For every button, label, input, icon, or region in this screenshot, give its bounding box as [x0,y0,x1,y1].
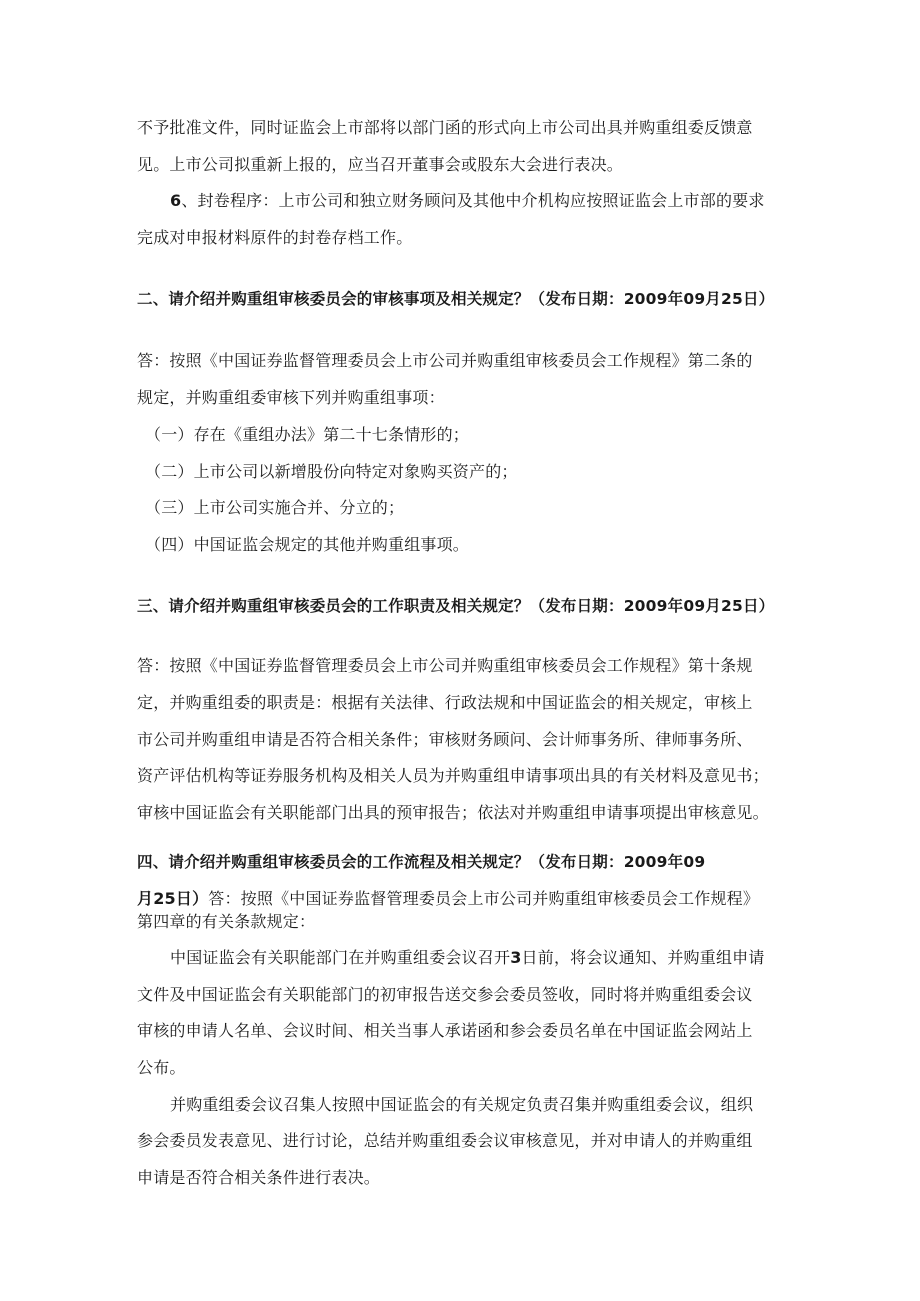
body-text-line [137,889,759,909]
body-text-line: 并购重组委会议召集人按照中国证监会的有关规定负责召集并购重组委会议，组织 [170,1095,754,1114]
list-item: （三）上市公司实施合并、分立的； [145,498,405,517]
body-text-line: 公布。 [137,1058,186,1077]
number-text: 3 [510,948,522,967]
body-text-line: 申请是否符合相关条件进行表决。 [137,1168,381,1187]
body-text-line: 规定，并购重组委审核下列并购重组事项： [137,388,445,407]
body-text-line: 答：按照《中国证券监督管理委员会上市公司并购重组审核委员会工作规程》第十条规 [137,656,753,675]
body-text: 日前，将会议通知、并购重组申请 [521,948,765,967]
body-text-line: 不予批准文件，同时证监会上市部将以部门函的形式向上市公司出具并购重组委反馈意 [137,118,753,137]
item-number: 6 [170,191,182,210]
body-text-line: 资产评估机构等证券服务机构及相关人员为并购重组申请事项出具的有关材料及意见书； [137,766,769,785]
body-text: 答：按照《中国证券监督管理委员会上市公司并购重组审核委员会工作规程》 [208,889,760,908]
body-text-line: 见。上市公司拟重新上报的，应当召开董事会或股东大会进行表决。 [137,155,624,174]
heading-date-end: 月25日） [137,889,209,908]
body-text-line: 审核的申请人名单、会议时间、相关当事人承诺函和参会委员名单在中国证监会网站上 [137,1021,753,1040]
body-text-line: 文件及中国证监会有关职能部门的初审报告送交参会委员签收，同时将并购重组委会议 [137,985,753,1004]
body-text-line: 市公司并购重组申请是否符合相关条件；审核财务顾问、会计师事务所、律师事务所、 [137,730,753,749]
list-item: （四）中国证监会规定的其他并购重组事项。 [145,535,470,554]
section-heading: 三、请介绍并购重组审核委员会的工作职责及相关规定？（发布日期：2009年09月25日） [137,597,775,615]
body-text-line [170,948,765,968]
body-text-line [170,191,765,211]
body-text-line: 答：按照《中国证券监督管理委员会上市公司并购重组审核委员会工作规程》第二条的 [137,351,753,370]
body-text-line: 审核中国证监会有关职能部门出具的预审报告；依法对并购重组申请事项提出审核意见。 [137,803,769,822]
body-text: 中国证监会有关职能部门在并购重组委会议召开 [170,948,511,967]
list-item: （一）存在《重组办法》第二十七条情形的； [145,425,470,444]
body-text-line: 定，并购重组委的职责是：根据有关法律、行政法规和中国证监会的相关规定，审核上 [137,693,753,712]
body-text-line: 第四章的有关条款规定： [137,912,316,931]
body-text: 、封卷程序：上市公司和独立财务顾问及其他中介机构应按照证监会上市部的要求 [181,191,765,210]
section-heading: 四、请介绍并购重组审核委员会的工作流程及相关规定？（发布日期：2009年09 [137,853,706,871]
body-text-line: 完成对申报材料原件的封卷存档工作。 [137,228,413,247]
section-heading: 二、请介绍并购重组审核委员会的审核事项及相关规定？（发布日期：2009年09月25日） [137,290,775,308]
list-item: （二）上市公司以新增股份向特定对象购买资产的； [145,462,518,481]
body-text-line: 参会委员发表意见、进行讨论，总结并购重组委会议审核意见，并对申请人的并购重组 [137,1131,753,1150]
